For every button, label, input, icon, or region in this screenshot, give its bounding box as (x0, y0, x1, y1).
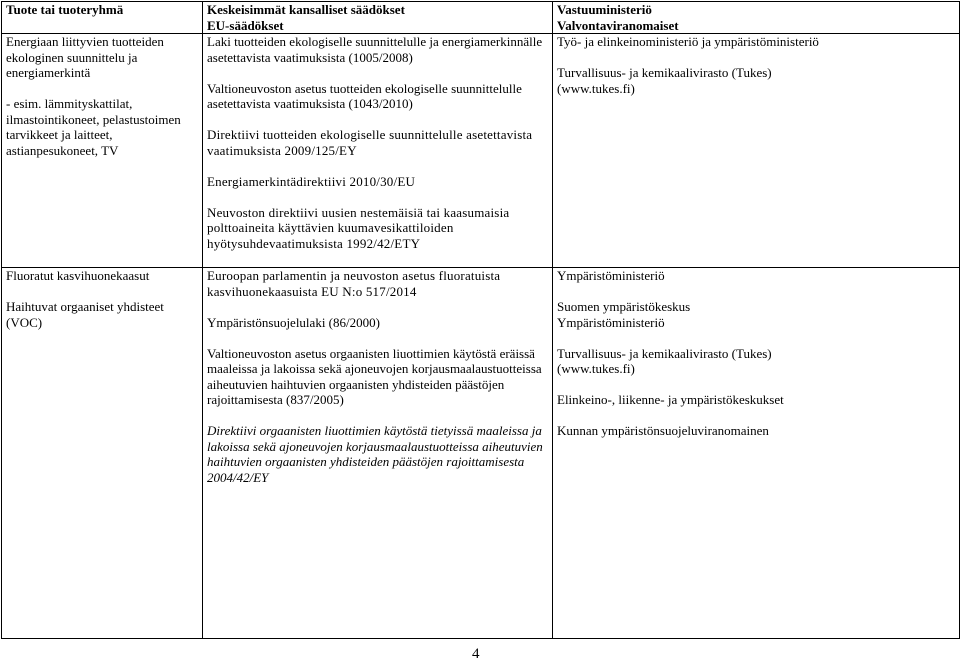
regulation-text: Direktiivi tuotteiden ekologiselle suunnittelulle asetettavista vaatimuksista 2009/125/EY (207, 127, 533, 158)
header-authorities (553, 2, 960, 34)
authority-text: Turvallisuus- ja kemikaalivirasto (Tukes) (www.tukes.fi) (557, 345, 772, 376)
authority-text: Ympäristöministeriö (557, 268, 665, 283)
header-row (2, 2, 960, 34)
header-product-label: Tuote tai tuoteryhmä (6, 2, 124, 17)
authority-text: Kunnan ympäristönsuojeluviranomainen (557, 423, 769, 438)
header-regulations (203, 2, 553, 34)
table-row (2, 34, 960, 268)
authority-text: Turvallisuus- ja kemikaalivirasto (Tukes) (www.tukes.fi) (557, 65, 772, 96)
authority-text: Elinkeino-, liikenne- ja ympäristökeskukset (557, 392, 784, 407)
header-ministry-label: Vastuuministeriö (557, 2, 652, 17)
page-number: 4 (472, 646, 480, 662)
authority-text: Ympäristöministeriö (557, 314, 665, 330)
row1-authorities-cell (553, 34, 960, 268)
regulation-text: Ympäristönsuojelulaki (86/2000) (207, 314, 380, 330)
regulation-text: Direktiivi orgaanisten liuottimien käytöstä tietyissä maaleissa ja lakoissa sekä ajoneuvojen korjausmaalaustuotteissa aiheutuvien haihtuvien orgaanisten yhdisteiden päästöjen rajoittamisesta 2004/42/EY (207, 423, 543, 485)
product-text: Fluoratut kasvihuonekaasut (6, 268, 150, 283)
row2-product-cell (2, 268, 203, 639)
header-product (2, 2, 203, 34)
authority-text: Työ- ja elinkeinoministeriö ja ympäristöministeriö (557, 34, 819, 49)
regulation-text: Neuvoston direktiivi uusien nestemäisiä tai kaasumaisia polttoaineita käyttävien kuumavesikattiloiden hyötysuhdevaatimuksista 1992/42/ETY (207, 204, 510, 251)
row2-authorities-cell (553, 268, 960, 639)
product-text: Haihtuvat orgaaniset yhdisteet (VOC) (6, 299, 164, 330)
authority-text: Suomen ympäristökeskus (557, 299, 691, 314)
header-eu-label: EU-säädökset (207, 17, 284, 33)
product-text: Energiaan liittyvien tuotteiden ekologinen suunnittelu ja energiamerkintä (6, 34, 164, 80)
table-row (2, 268, 960, 639)
regulation-text: Euroopan parlamentin ja neuvoston asetus fluoratuista kasvihuonekaasuista EU N:o 517/2014 (207, 268, 501, 299)
regulation-text: Laki tuotteiden ekologiselle suunnittelulle ja energiamerkinnälle asetettavista vaatimuksista (1005/2008) (207, 34, 543, 65)
header-supervisor-label: Valvontaviranomaiset (557, 17, 679, 33)
row1-regulations-cell (203, 34, 553, 268)
row1-product-cell (2, 34, 203, 268)
header-national-label: Keskeisimmät kansalliset säädökset (207, 2, 405, 17)
product-text: - esim. lämmityskattilat, ilmastointikoneet, pelastustoimen tarvikkeet ja laitteet, astianpesukoneet, TV (6, 96, 181, 158)
regulations-table (1, 1, 960, 639)
regulation-text: Valtioneuvoston asetus orgaanisten liuottimien käytöstä eräissä maaleissa ja lakoissa sekä ajoneuvojen korjausmaalaustuotteissa aiheutuvien haihtuvien orgaanisten yhdisteiden päästöjen rajoittamisesta (837/2005) (207, 345, 542, 407)
row2-regulations-cell (203, 268, 553, 639)
regulation-text: Energiamerkintädirektiivi 2010/30/EU (207, 173, 416, 189)
regulation-text: Valtioneuvoston asetus tuotteiden ekologiselle suunnittelulle asetettavista vaatimuksista (1043/2010) (207, 80, 522, 111)
